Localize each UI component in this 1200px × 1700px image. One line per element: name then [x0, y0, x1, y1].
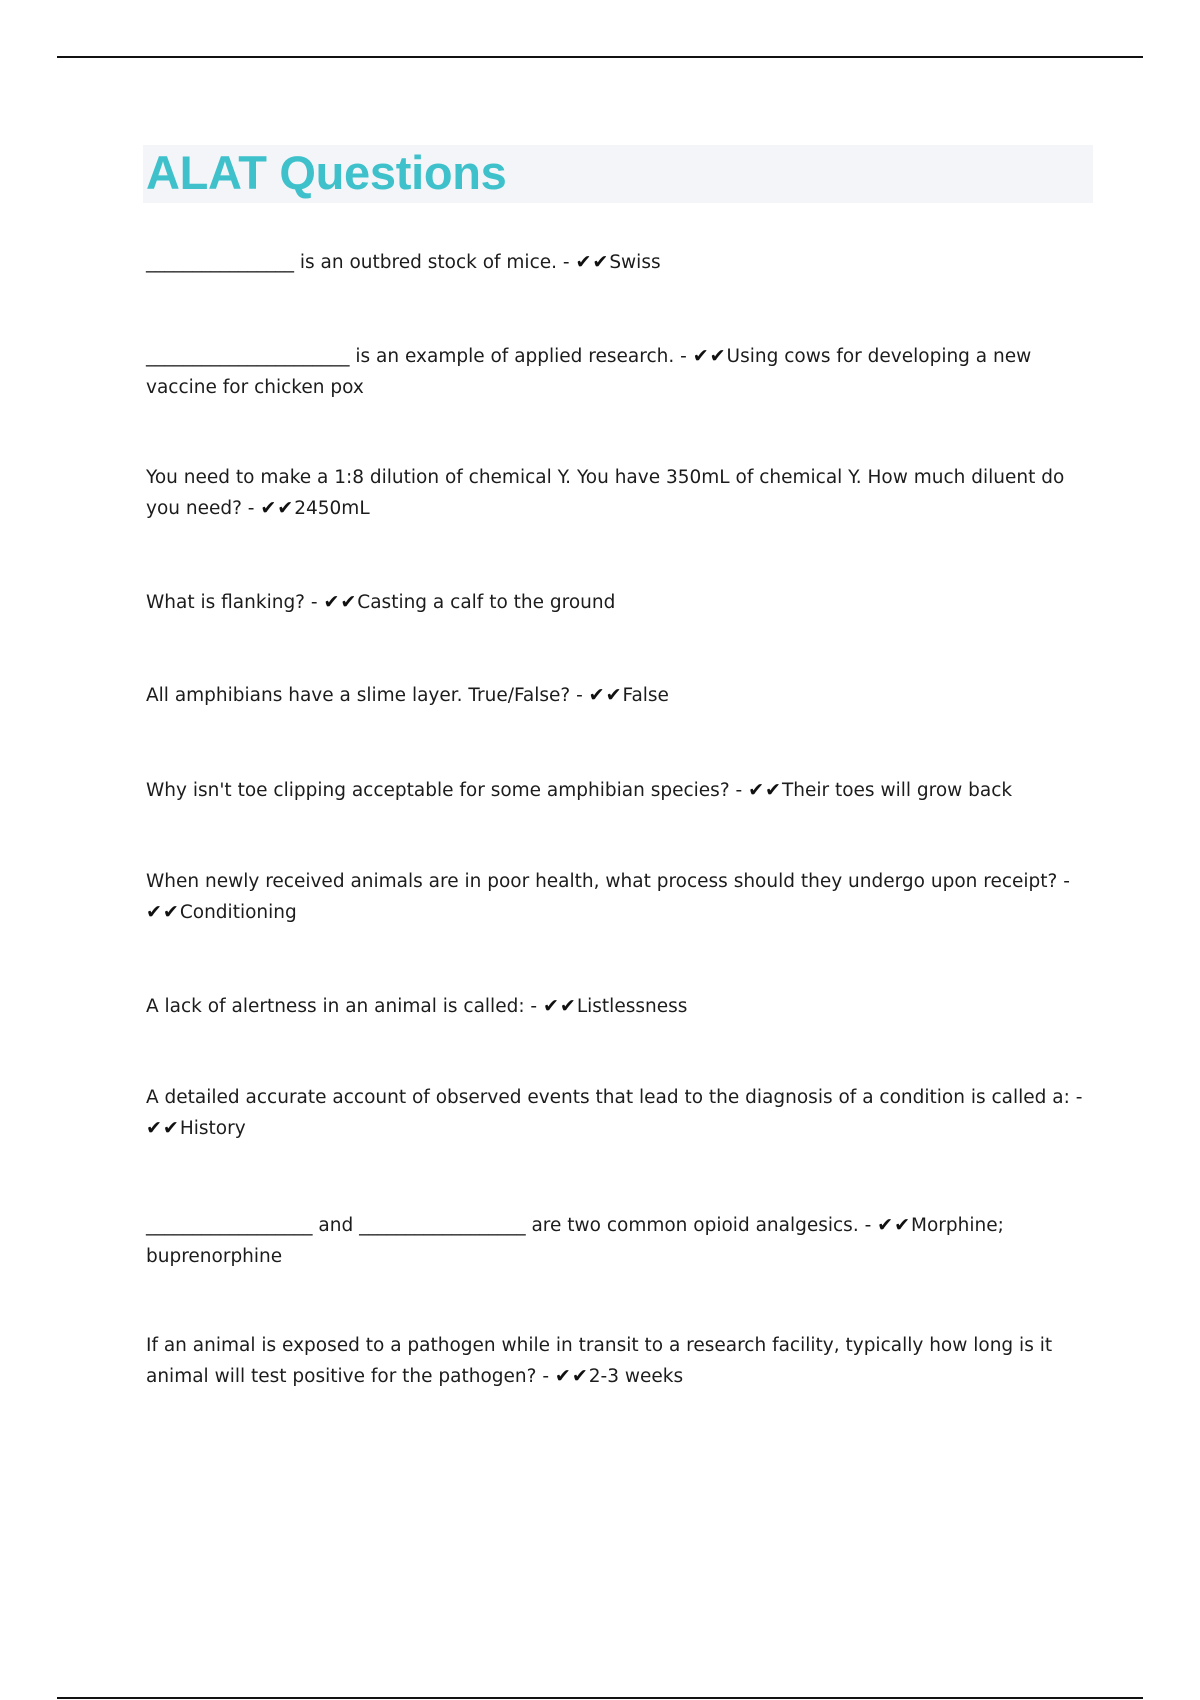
answer-text: Swiss: [609, 252, 661, 273]
answer-text: 2450mL: [294, 498, 370, 519]
answer-text: Their toes will grow back: [781, 780, 1013, 801]
question-text: When newly received animals are in poor health, what process should they undergo upon receipt? -: [146, 871, 1070, 892]
question-text: You need to make a 1:8 dilution of chemical Y. You have 350mL of chemical Y. How much diluent do you need? -: [146, 467, 1065, 519]
qa-item-4: [146, 587, 1092, 618]
checkmark-icon: ✔: [709, 345, 726, 367]
qa-item-7: [146, 866, 1092, 928]
question-text: All amphibians have a slime layer. True/False? -: [146, 685, 583, 706]
qa-item-9: [146, 1082, 1092, 1144]
checkmark-icon: ✔: [588, 684, 605, 706]
question-text: ______________________ is an example of applied research. -: [146, 346, 687, 367]
question-text: ________________ is an outbred stock of mice. -: [146, 252, 570, 273]
answer-text: History: [179, 1118, 246, 1139]
checkmark-icon: ✔: [592, 251, 609, 273]
question-text: What is flanking? -: [146, 592, 318, 613]
checkmark-icon: ✔: [765, 779, 781, 801]
checkmark-icon: ✔: [277, 497, 294, 519]
checkmark-icon: ✔: [692, 345, 709, 367]
checkmark-icon: ✔: [323, 591, 340, 613]
qa-item-6: [146, 775, 1092, 806]
question-text: A detailed accurate account of observed events that lead to the diagnosis of a condition is called a: -: [146, 1087, 1083, 1108]
checkmark-icon: ✔: [162, 1117, 179, 1139]
answer-text: False: [622, 685, 669, 706]
top-rule: [57, 56, 1143, 58]
answer-text: Using cows for developing a new vaccine for chicken pox: [146, 346, 1032, 398]
checkmark-icon: ✔: [605, 684, 622, 706]
question-text: A lack of alertness in an animal is called: -: [146, 996, 538, 1017]
answer-text: Listlessness: [576, 996, 688, 1017]
checkmark-icon: ✔: [575, 251, 592, 273]
qa-item-2: [146, 341, 1092, 403]
checkmark-icon: ✔: [748, 779, 765, 801]
question-text: If an animal is exposed to a pathogen while in transit to a research facility, typically how long is it animal will test positive for the pathogen? -: [146, 1335, 1053, 1387]
checkmark-icon: ✔: [559, 995, 576, 1017]
checkmark-icon: ✔: [894, 1214, 910, 1236]
answer-text: Conditioning: [179, 902, 297, 923]
qa-item-5: [146, 680, 1092, 711]
qa-item-1: [146, 247, 1092, 278]
question-text: __________________ and __________________ are two common opioid analgesics. -: [146, 1215, 872, 1236]
checkmark-icon: ✔: [554, 1365, 571, 1387]
checkmark-icon: ✔: [543, 995, 559, 1017]
qa-item-3: [146, 462, 1092, 524]
qa-item-11: [146, 1330, 1092, 1392]
answer-text: 2-3 weeks: [588, 1366, 684, 1387]
qa-item-8: [146, 991, 1092, 1022]
qa-item-10: [146, 1210, 1092, 1272]
question-text: Why isn't toe clipping acceptable for some amphibian species? -: [146, 780, 743, 801]
checkmark-icon: ✔: [146, 1117, 162, 1139]
checkmark-icon: ✔: [340, 591, 357, 613]
answer-text: Morphine; buprenorphine: [146, 1215, 1004, 1267]
answer-text: Casting a calf to the ground: [357, 592, 616, 613]
checkmark-icon: ✔: [146, 901, 162, 923]
checkmark-icon: ✔: [260, 497, 277, 519]
checkmark-icon: ✔: [162, 901, 179, 923]
checkmark-icon: ✔: [571, 1365, 588, 1387]
bottom-rule: [57, 1697, 1143, 1699]
document-title: ALAT Questions: [146, 146, 507, 199]
checkmark-icon: ✔: [877, 1214, 894, 1236]
